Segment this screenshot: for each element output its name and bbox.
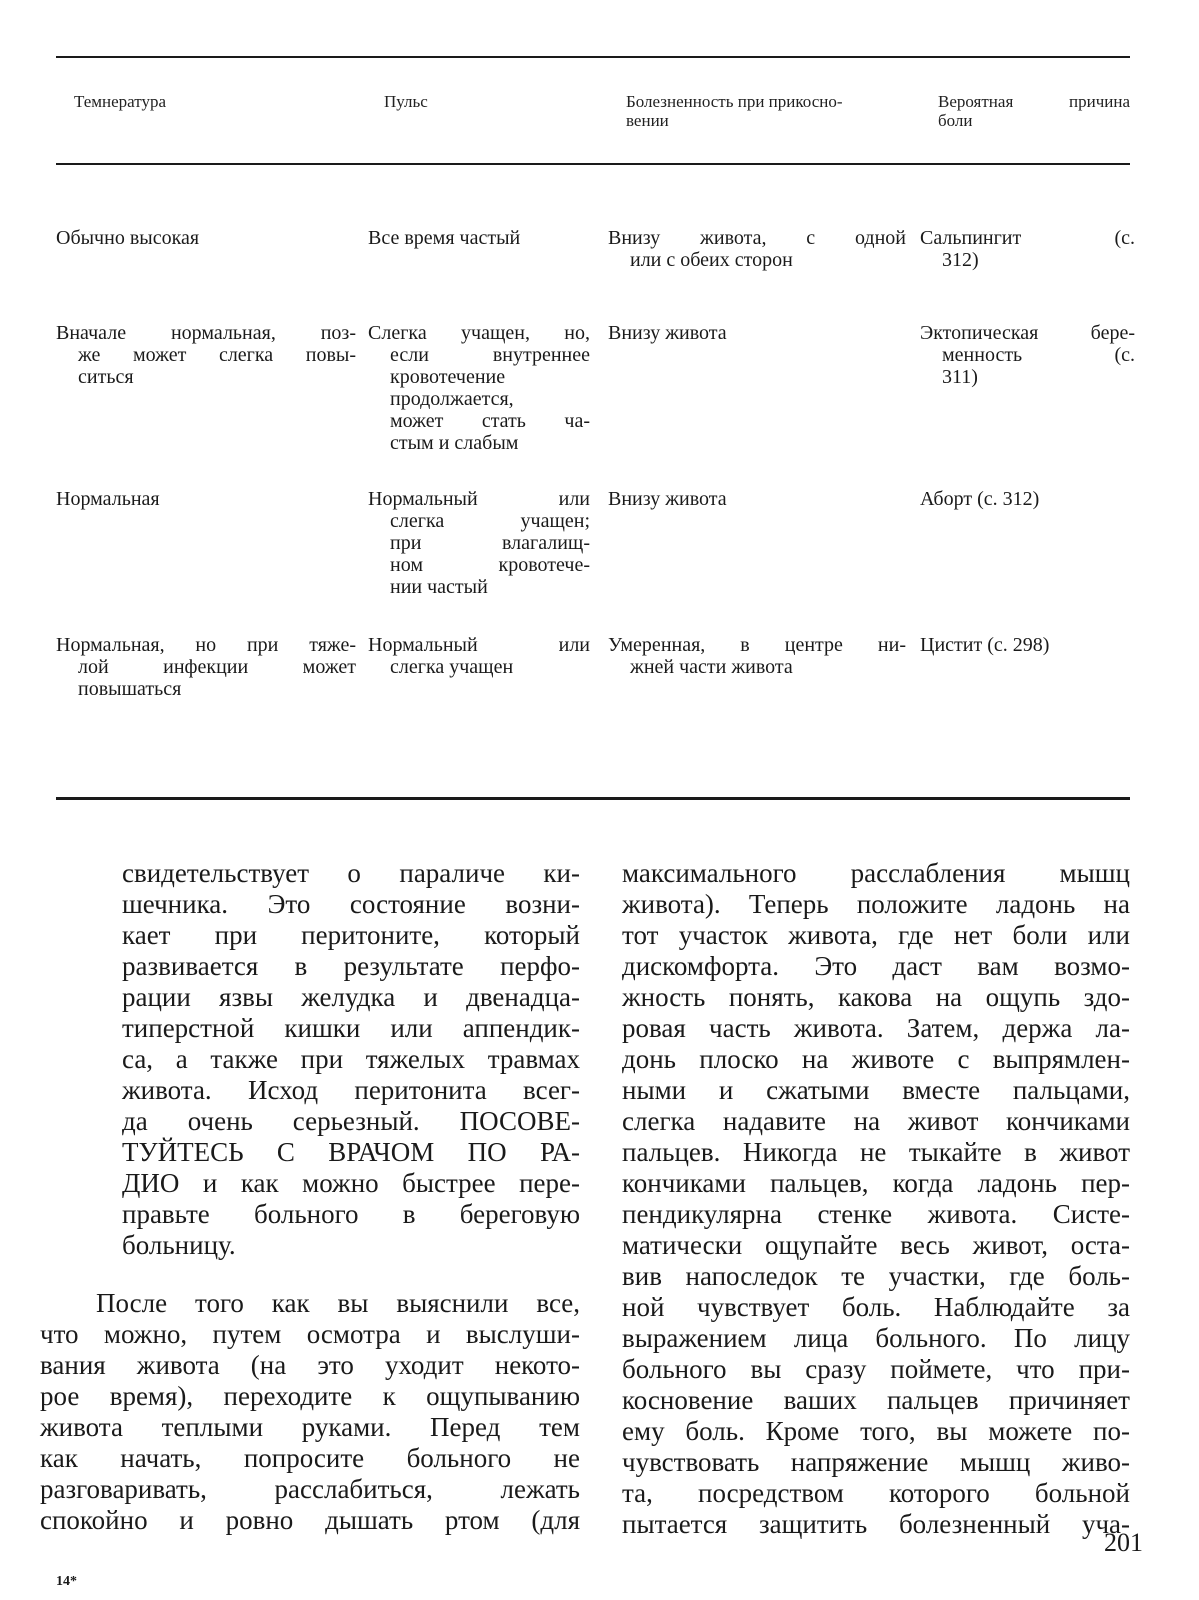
page-number: 201 (1104, 1528, 1143, 1557)
cell-pulse: Нормальный или слегка учащен (368, 634, 590, 678)
table-header-pulse: Пульс (384, 92, 428, 111)
cell-cause: Цистит (с. 298) (920, 634, 1050, 656)
table-header-rule (56, 163, 1130, 165)
cell-pulse: Слегка учащен, но, если внутреннее кровотечение продолжается, может стать ча- стым и слабым (368, 322, 590, 454)
cell-tenderness: Внизу живота (608, 488, 727, 510)
cell-temperature: Вначале нормальная, поз- же может слегка повы- ситься (56, 322, 356, 388)
cell-cause: Аборт (с. 312) (920, 488, 1040, 510)
cell-temperature: Нормальная (56, 488, 160, 510)
cell-tenderness: Внизу живота (608, 322, 727, 344)
table-header-cause: Вероятная причина боли (938, 92, 1130, 130)
table-top-rule (56, 56, 1130, 58)
signature-mark: 14* (56, 1574, 77, 1589)
paragraph: После того как вы выяснили все, что можно, путем осмотра и выслуши- вания живота (на это уходит некото- рое время), переходите к ощупыванию живота теплыми руками. Перед тем как начать, попросите больного не разговаривать, расслабиться, лежать спокойно и ровно дышать ртом (для (40, 1288, 580, 1535)
cell-cause: Эктопическая бере- менность (с. 311) (920, 322, 1135, 388)
cell-temperature: Нормальная, но при тяже- лой инфекции может повышаться (56, 634, 356, 700)
body-left-column (40, 858, 580, 1536)
cell-temperature: Обычно высокая (56, 227, 200, 249)
table-bottom-rule (56, 797, 1130, 800)
cell-cause: Сальпингит (с. 312) (920, 227, 1135, 271)
cell-pulse: Все время частый (368, 227, 521, 249)
table-header-temperature: Темнература (74, 92, 167, 111)
cell-tenderness: Умеренная, в центре ни- жней части живота (608, 634, 906, 678)
cell-tenderness: Внизу живота, с одной или с обеих сторон (608, 227, 906, 271)
table-header-tenderness: Болезненность при прикосно- вении (626, 92, 843, 130)
cell-pulse: Нормальный или слегка учащен; при влагалищ- ном кровотече- нии частый (368, 488, 590, 598)
paragraph: свидетельствует о параличе ки- шечника. Это состояние возни- кает при перитоните, который развивается в результате перфо- рации язвы желудка и двенадца- типерстной кишки или аппендик- са, а также при тяжелых травмах живота. Исход перитонита всег- да очень серьезный. ПОСОВЕ- ТУЙТЕСЬ С ВРАЧОМ ПО РА- ДИО и как можно быстрее пере- правьте больного в береговую больницу. (122, 858, 580, 1260)
body-right-column: максимального расслабления мышц живота). Теперь положите ладонь на тот участок живота, где нет боли или дискомфорта. Это даст вам возмо- жность понять, какова на ощупь здо- ровая часть живота. Затем, держа ла- донь плоско на животе с выпрямлен- ными и сжатыми вместе пальцами, слегка надавите на живот кончиками пальцев. Никогда не тыкайте в живот кончиками пальцев, когда ладонь пер- пендикулярна стенке живота. Систе- матически ощупайте весь живот, оста- вив напоследок те участки, где боль- ной чувствует боль. Наблюдайте за выражением лица больного. По лицу больного вы сразу поймете, что при- косновение ваших пальцев причиняет ему боль. Кроме того, вы можете по- чувствовать напряжение мышц живо- та, посредством которого больной пытается защитить болезненный уча- (622, 858, 1130, 1539)
